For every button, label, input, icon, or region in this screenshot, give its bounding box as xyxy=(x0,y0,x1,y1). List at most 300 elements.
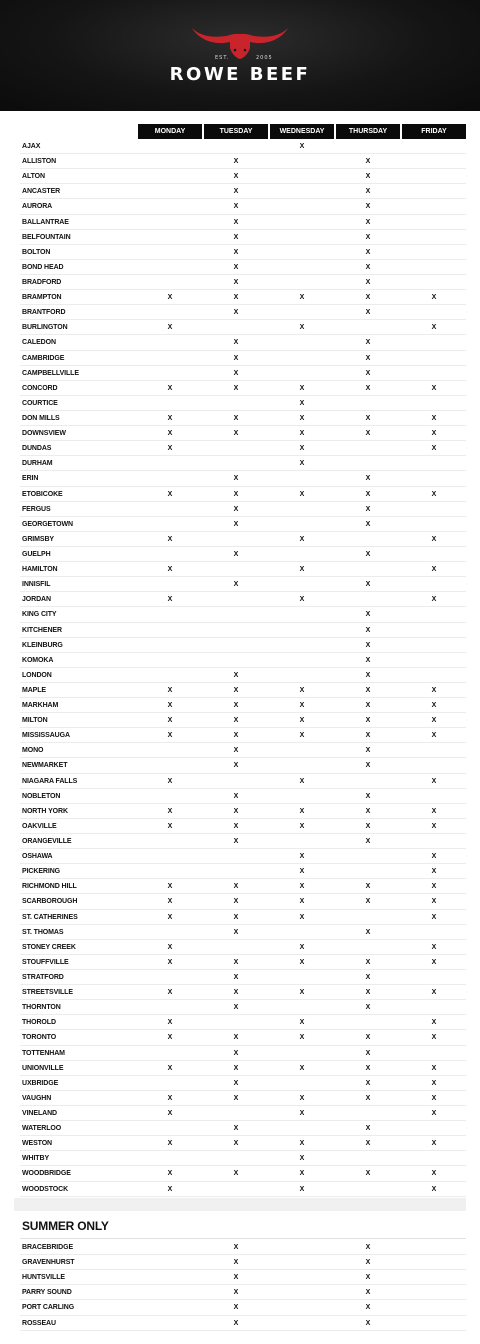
delivery-mark-monday: X xyxy=(167,1140,173,1148)
delivery-mark-friday: X xyxy=(431,384,437,392)
delivery-mark-thursday: X xyxy=(365,1064,371,1072)
table-row xyxy=(20,169,466,184)
delivery-mark-wednesday: X xyxy=(299,883,305,891)
location-name: ST. THOMAS xyxy=(22,928,64,936)
delivery-mark-tuesday: X xyxy=(233,158,239,166)
delivery-mark-thursday: X xyxy=(365,958,371,966)
delivery-mark-friday: X xyxy=(431,958,437,966)
location-name: ORANGEVILLE xyxy=(22,838,72,846)
delivery-mark-wednesday: X xyxy=(299,732,305,740)
delivery-mark-thursday: X xyxy=(365,807,371,815)
delivery-mark-friday: X xyxy=(431,913,437,921)
delivery-mark-wednesday: X xyxy=(299,490,305,498)
table-row xyxy=(20,547,466,562)
delivery-mark-friday: X xyxy=(431,324,437,332)
table-row xyxy=(20,517,466,532)
delivery-mark-tuesday: X xyxy=(233,989,239,997)
table-row xyxy=(20,441,466,456)
delivery-mark-monday: X xyxy=(167,566,173,574)
delivery-mark-tuesday: X xyxy=(233,430,239,438)
table-row xyxy=(20,774,466,789)
delivery-mark-tuesday: X xyxy=(233,218,239,226)
location-name: GEORGETOWN xyxy=(22,520,73,528)
location-name: OSHAWA xyxy=(22,853,53,861)
delivery-mark-monday: X xyxy=(167,717,173,725)
table-row xyxy=(20,1121,466,1136)
location-name: THOROLD xyxy=(22,1019,56,1027)
delivery-mark-tuesday: X xyxy=(233,762,239,770)
delivery-mark-thursday: X xyxy=(365,339,371,347)
delivery-mark-thursday: X xyxy=(365,671,371,679)
table-row xyxy=(20,471,466,486)
table-row xyxy=(20,1316,466,1331)
delivery-mark-thursday: X xyxy=(365,611,371,619)
delivery-mark-wednesday: X xyxy=(299,566,305,574)
delivery-mark-tuesday: X xyxy=(233,958,239,966)
delivery-mark-thursday: X xyxy=(365,641,371,649)
table-row xyxy=(20,426,466,441)
delivery-mark-tuesday: X xyxy=(233,475,239,483)
delivery-mark-wednesday: X xyxy=(299,384,305,392)
delivery-mark-friday: X xyxy=(431,490,437,498)
table-row xyxy=(20,305,466,320)
location-name: DURHAM xyxy=(22,460,53,468)
location-name: CAMPBELLVILLE xyxy=(22,369,79,377)
table-row xyxy=(20,381,466,396)
delivery-mark-tuesday: X xyxy=(233,233,239,241)
delivery-mark-wednesday: X xyxy=(299,989,305,997)
delivery-mark-thursday: X xyxy=(365,747,371,755)
delivery-schedule-table xyxy=(20,124,466,1197)
location-name: STREETSVILLE xyxy=(22,989,73,997)
delivery-mark-thursday: X xyxy=(365,1259,371,1267)
delivery-mark-tuesday: X xyxy=(233,188,239,196)
delivery-mark-wednesday: X xyxy=(299,898,305,906)
location-name: MISSISSAUGA xyxy=(22,732,70,740)
delivery-mark-monday: X xyxy=(167,943,173,951)
location-name: BRANTFORD xyxy=(22,309,66,317)
delivery-mark-tuesday: X xyxy=(233,1319,239,1327)
location-name: GRIMSBY xyxy=(22,535,54,543)
delivery-mark-thursday: X xyxy=(365,838,371,846)
delivery-mark-monday: X xyxy=(167,883,173,891)
delivery-mark-thursday: X xyxy=(365,1170,371,1178)
location-name: ERIN xyxy=(22,475,39,483)
delivery-mark-thursday: X xyxy=(365,656,371,664)
delivery-mark-thursday: X xyxy=(365,188,371,196)
delivery-mark-thursday: X xyxy=(365,505,371,513)
delivery-mark-wednesday: X xyxy=(299,414,305,422)
delivery-mark-thursday: X xyxy=(365,550,371,558)
delivery-mark-tuesday: X xyxy=(233,1079,239,1087)
table-row xyxy=(20,230,466,245)
delivery-mark-tuesday: X xyxy=(233,1259,239,1267)
location-name: DUNDAS xyxy=(22,445,52,453)
column-header-thursday: THURSDAY xyxy=(336,124,400,139)
table-row xyxy=(20,1300,466,1315)
delivery-mark-thursday: X xyxy=(365,278,371,286)
table-row xyxy=(20,577,466,592)
location-name: CALEDON xyxy=(22,339,56,347)
location-name: PORT CARLING xyxy=(22,1304,75,1312)
table-row xyxy=(20,290,466,305)
delivery-mark-tuesday: X xyxy=(233,1049,239,1057)
delivery-mark-tuesday: X xyxy=(233,520,239,528)
delivery-mark-tuesday: X xyxy=(233,686,239,694)
delivery-mark-thursday: X xyxy=(365,822,371,830)
location-name: KING CITY xyxy=(22,611,57,619)
location-name: HAMILTON xyxy=(22,566,58,574)
delivery-mark-wednesday: X xyxy=(299,445,305,453)
location-name: BURLINGTON xyxy=(22,324,68,332)
delivery-mark-thursday: X xyxy=(365,369,371,377)
table-row xyxy=(20,819,466,834)
delivery-mark-tuesday: X xyxy=(233,671,239,679)
table-row xyxy=(20,955,466,970)
delivery-mark-wednesday: X xyxy=(299,535,305,543)
location-name: COURTICE xyxy=(22,399,58,407)
location-name: UNIONVILLE xyxy=(22,1064,64,1072)
delivery-mark-thursday: X xyxy=(365,717,371,725)
table-row xyxy=(20,335,466,350)
delivery-mark-friday: X xyxy=(431,989,437,997)
delivery-mark-monday: X xyxy=(167,1019,173,1027)
delivery-mark-friday: X xyxy=(431,445,437,453)
table-row xyxy=(20,275,466,290)
summer-section-title: SUMMER ONLY xyxy=(22,1219,109,1233)
location-name: STONEY CREEK xyxy=(22,943,76,951)
delivery-mark-friday: X xyxy=(431,732,437,740)
location-name: NOBLETON xyxy=(22,792,61,800)
delivery-mark-thursday: X xyxy=(365,1140,371,1148)
delivery-mark-thursday: X xyxy=(365,762,371,770)
summer-table-body xyxy=(20,1240,466,1331)
location-name: PARRY SOUND xyxy=(22,1289,72,1297)
table-row xyxy=(20,970,466,985)
delivery-mark-thursday: X xyxy=(365,173,371,181)
delivery-mark-monday: X xyxy=(167,913,173,921)
delivery-mark-friday: X xyxy=(431,777,437,785)
delivery-mark-thursday: X xyxy=(365,309,371,317)
table-row xyxy=(20,456,466,471)
table-row xyxy=(20,1255,466,1270)
table-row xyxy=(20,351,466,366)
table-row xyxy=(20,1015,466,1030)
delivery-mark-tuesday: X xyxy=(233,505,239,513)
delivery-mark-friday: X xyxy=(431,822,437,830)
delivery-mark-thursday: X xyxy=(365,1289,371,1297)
delivery-mark-tuesday: X xyxy=(233,822,239,830)
delivery-mark-wednesday: X xyxy=(299,1019,305,1027)
delivery-mark-friday: X xyxy=(431,1094,437,1102)
delivery-mark-friday: X xyxy=(431,883,437,891)
delivery-mark-tuesday: X xyxy=(233,747,239,755)
table-row xyxy=(20,683,466,698)
delivery-mark-tuesday: X xyxy=(233,581,239,589)
location-name: CAMBRIDGE xyxy=(22,354,65,362)
table-row xyxy=(20,1076,466,1091)
delivery-mark-friday: X xyxy=(431,1064,437,1072)
delivery-mark-thursday: X xyxy=(365,883,371,891)
delivery-mark-friday: X xyxy=(431,1034,437,1042)
table-row xyxy=(20,1136,466,1151)
delivery-mark-monday: X xyxy=(167,989,173,997)
delivery-mark-monday: X xyxy=(167,702,173,710)
delivery-mark-tuesday: X xyxy=(233,339,239,347)
table-body xyxy=(20,139,466,1197)
delivery-mark-monday: X xyxy=(167,807,173,815)
table-row xyxy=(20,698,466,713)
location-name: HUNTSVILLE xyxy=(22,1274,65,1282)
delivery-mark-thursday: X xyxy=(365,1079,371,1087)
summer-title-rule xyxy=(20,1238,466,1239)
delivery-mark-monday: X xyxy=(167,1170,173,1178)
delivery-mark-thursday: X xyxy=(365,686,371,694)
delivery-mark-friday: X xyxy=(431,1079,437,1087)
delivery-mark-friday: X xyxy=(431,294,437,302)
delivery-mark-monday: X xyxy=(167,384,173,392)
table-row xyxy=(20,199,466,214)
location-name: MARKHAM xyxy=(22,702,59,710)
delivery-mark-tuesday: X xyxy=(233,1034,239,1042)
table-row xyxy=(20,1061,466,1076)
table-row xyxy=(20,1091,466,1106)
delivery-mark-wednesday: X xyxy=(299,868,305,876)
table-row xyxy=(20,1151,466,1166)
delivery-mark-wednesday: X xyxy=(299,717,305,725)
table-row xyxy=(20,1182,466,1197)
delivery-mark-thursday: X xyxy=(365,294,371,302)
delivery-mark-thursday: X xyxy=(365,1034,371,1042)
delivery-mark-monday: X xyxy=(167,596,173,604)
table-row xyxy=(20,260,466,275)
delivery-mark-wednesday: X xyxy=(299,958,305,966)
delivery-mark-friday: X xyxy=(431,414,437,422)
table-row xyxy=(20,411,466,426)
table-row xyxy=(20,1030,466,1045)
delivery-mark-thursday: X xyxy=(365,626,371,634)
delivery-mark-thursday: X xyxy=(365,263,371,271)
table-row xyxy=(20,638,466,653)
table-row xyxy=(20,245,466,260)
delivery-mark-tuesday: X xyxy=(233,838,239,846)
delivery-mark-friday: X xyxy=(431,1170,437,1178)
location-name: ST. CATHERINES xyxy=(22,913,78,921)
delivery-mark-wednesday: X xyxy=(299,430,305,438)
delivery-mark-tuesday: X xyxy=(233,173,239,181)
location-name: ALLISTON xyxy=(22,158,57,166)
delivery-mark-thursday: X xyxy=(365,430,371,438)
delivery-mark-wednesday: X xyxy=(299,596,305,604)
table-row xyxy=(20,879,466,894)
delivery-mark-thursday: X xyxy=(365,1004,371,1012)
delivery-mark-friday: X xyxy=(431,898,437,906)
location-name: BRAMPTON xyxy=(22,294,62,302)
delivery-mark-wednesday: X xyxy=(299,460,305,468)
delivery-mark-tuesday: X xyxy=(233,1064,239,1072)
delivery-mark-wednesday: X xyxy=(299,1170,305,1178)
table-row xyxy=(20,1106,466,1121)
location-name: TOTTENHAM xyxy=(22,1049,65,1057)
location-name: ETOBICOKE xyxy=(22,490,63,498)
delivery-mark-monday: X xyxy=(167,1110,173,1117)
delivery-mark-friday: X xyxy=(431,535,437,543)
table-row xyxy=(20,366,466,381)
location-name: KITCHENER xyxy=(22,626,62,634)
location-name: OAKVILLE xyxy=(22,822,57,830)
table-row xyxy=(20,743,466,758)
delivery-mark-monday: X xyxy=(167,324,173,332)
summer-schedule-table xyxy=(20,1240,466,1331)
location-name: DON MILLS xyxy=(22,414,60,422)
delivery-mark-friday: X xyxy=(431,1140,437,1148)
table-row xyxy=(20,728,466,743)
delivery-mark-tuesday: X xyxy=(233,1274,239,1282)
delivery-mark-thursday: X xyxy=(365,1274,371,1282)
delivery-mark-tuesday: X xyxy=(233,717,239,725)
table-row xyxy=(20,1270,466,1285)
delivery-mark-tuesday: X xyxy=(233,702,239,710)
table-row xyxy=(20,653,466,668)
delivery-mark-monday: X xyxy=(167,1064,173,1072)
column-header-monday: MONDAY xyxy=(138,124,202,139)
location-name: ANCASTER xyxy=(22,188,61,196)
table-row xyxy=(20,910,466,925)
delivery-mark-tuesday: X xyxy=(233,792,239,800)
table-row xyxy=(20,1166,466,1181)
delivery-mark-friday: X xyxy=(431,1019,437,1027)
column-header-wednesday: WEDNESDAY xyxy=(270,124,334,139)
table-row xyxy=(20,487,466,502)
table-row xyxy=(20,925,466,940)
location-name: BOLTON xyxy=(22,248,51,256)
delivery-mark-wednesday: X xyxy=(299,324,305,332)
table-row xyxy=(20,607,466,622)
delivery-mark-tuesday: X xyxy=(233,898,239,906)
delivery-mark-thursday: X xyxy=(365,414,371,422)
delivery-mark-tuesday: X xyxy=(233,1125,239,1133)
location-name: JORDAN xyxy=(22,596,51,604)
delivery-mark-tuesday: X xyxy=(233,369,239,377)
location-name: STRATFORD xyxy=(22,974,64,982)
table-row xyxy=(20,894,466,909)
location-name: PICKERING xyxy=(22,868,60,876)
location-name: GUELPH xyxy=(22,550,51,558)
table-row xyxy=(20,1046,466,1061)
brand-name: ROWE BEEF xyxy=(169,64,311,85)
delivery-mark-monday: X xyxy=(167,898,173,906)
delivery-mark-friday: X xyxy=(431,596,437,604)
table-row xyxy=(20,713,466,728)
delivery-mark-tuesday: X xyxy=(233,203,239,211)
delivery-mark-friday: X xyxy=(431,807,437,815)
delivery-mark-thursday: X xyxy=(365,989,371,997)
delivery-mark-thursday: X xyxy=(365,384,371,392)
delivery-mark-tuesday: X xyxy=(233,1140,239,1148)
delivery-mark-wednesday: X xyxy=(299,777,305,785)
location-name: BOND HEAD xyxy=(22,263,64,271)
delivery-mark-monday: X xyxy=(167,822,173,830)
delivery-mark-wednesday: X xyxy=(299,1140,305,1148)
location-name: WOODSTOCK xyxy=(22,1185,69,1193)
delivery-mark-wednesday: X xyxy=(299,853,305,861)
table-row xyxy=(20,215,466,230)
location-name: FERGUS xyxy=(22,505,51,513)
location-name: DOWNSVIEW xyxy=(22,430,66,438)
delivery-mark-tuesday: X xyxy=(233,883,239,891)
delivery-mark-wednesday: X xyxy=(299,686,305,694)
delivery-mark-monday: X xyxy=(167,430,173,438)
delivery-mark-tuesday: X xyxy=(233,550,239,558)
location-name: WESTON xyxy=(22,1140,52,1148)
table-row xyxy=(20,592,466,607)
delivery-mark-thursday: X xyxy=(365,354,371,362)
location-name: CONCORD xyxy=(22,384,58,392)
table-row xyxy=(20,139,466,154)
table-row xyxy=(20,758,466,773)
delivery-mark-monday: X xyxy=(167,445,173,453)
location-name: WOODBRIDGE xyxy=(22,1170,71,1178)
delivery-mark-tuesday: X xyxy=(233,928,239,936)
delivery-mark-tuesday: X xyxy=(233,913,239,921)
delivery-mark-wednesday: X xyxy=(299,294,305,302)
delivery-mark-tuesday: X xyxy=(233,1170,239,1178)
table-row xyxy=(20,834,466,849)
table-row xyxy=(20,320,466,335)
table-row xyxy=(20,532,466,547)
location-name: NIAGARA FALLS xyxy=(22,777,78,785)
table-row xyxy=(20,668,466,683)
delivery-mark-wednesday: X xyxy=(299,1034,305,1042)
delivery-mark-thursday: X xyxy=(365,974,371,982)
column-header-tuesday: TUESDAY xyxy=(204,124,268,139)
delivery-mark-tuesday: X xyxy=(233,490,239,498)
delivery-mark-wednesday: X xyxy=(299,399,305,407)
table-row xyxy=(20,562,466,577)
delivery-mark-monday: X xyxy=(167,732,173,740)
delivery-mark-friday: X xyxy=(431,853,437,861)
delivery-mark-friday: X xyxy=(431,702,437,710)
table-row xyxy=(20,154,466,169)
delivery-mark-tuesday: X xyxy=(233,278,239,286)
location-name: RICHMOND HILL xyxy=(22,883,77,891)
delivery-mark-monday: X xyxy=(167,1094,173,1102)
table-row xyxy=(20,985,466,1000)
location-name: STOUFFVILLE xyxy=(22,958,69,966)
location-name: MONO xyxy=(22,747,44,755)
delivery-mark-tuesday: X xyxy=(233,294,239,302)
delivery-mark-wednesday: X xyxy=(299,822,305,830)
delivery-mark-tuesday: X xyxy=(233,732,239,740)
delivery-mark-wednesday: X xyxy=(299,807,305,815)
delivery-mark-monday: X xyxy=(167,1185,173,1193)
delivery-mark-thursday: X xyxy=(365,490,371,498)
delivery-mark-wednesday: X xyxy=(299,702,305,710)
delivery-mark-friday: X xyxy=(431,868,437,876)
table-row xyxy=(20,184,466,199)
location-name: KOMOKA xyxy=(22,656,54,664)
delivery-mark-thursday: X xyxy=(365,1319,371,1327)
location-name: GRAVENHURST xyxy=(22,1259,75,1267)
location-name: BELFOUNTAIN xyxy=(22,233,71,241)
location-name: TORONTO xyxy=(22,1034,57,1042)
location-name: BRACEBRIDGE xyxy=(22,1244,74,1251)
table-row xyxy=(20,849,466,864)
delivery-mark-thursday: X xyxy=(365,702,371,710)
location-name: UXBRIDGE xyxy=(22,1079,59,1087)
table-row xyxy=(20,789,466,804)
delivery-mark-tuesday: X xyxy=(233,1004,239,1012)
